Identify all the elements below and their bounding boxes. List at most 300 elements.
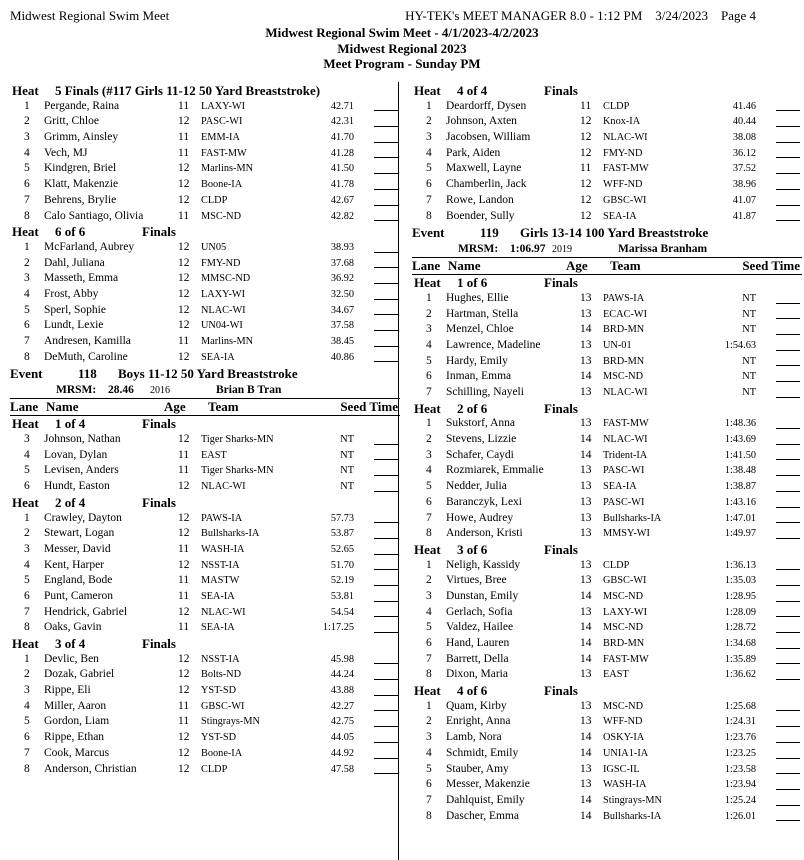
seed-time: 41.46 xyxy=(732,100,756,112)
swimmer-age: 12 xyxy=(178,668,190,681)
result-blank-line xyxy=(374,141,398,143)
entry-row xyxy=(10,209,400,225)
swimmer-name: Park, Aiden xyxy=(446,146,501,159)
swimmer-age: 11 xyxy=(178,99,190,112)
heat-label: Heat 1 of 4 xyxy=(12,416,86,432)
result-blank-line xyxy=(374,490,398,492)
heat-finals-label: Finals xyxy=(544,400,578,416)
result-blank-line xyxy=(776,109,800,111)
entry-row xyxy=(10,318,400,334)
entry-row xyxy=(412,620,802,636)
meet-name: Midwest Regional Swim Meet xyxy=(10,8,170,23)
team-code: WASH-IA xyxy=(201,543,245,555)
swimmer-age: 12 xyxy=(580,193,592,206)
team-code: LAXY-WI xyxy=(603,606,648,618)
swimmer-age: 13 xyxy=(580,480,592,493)
lane-number: 7 xyxy=(426,511,432,524)
result-blank-line xyxy=(374,757,398,759)
seed-time: NT xyxy=(742,308,756,320)
team-code: GBSC-WI xyxy=(603,194,647,206)
swimmer-age: 13 xyxy=(580,605,592,618)
team-code: FAST-MW xyxy=(201,147,247,159)
swimmer-age: 12 xyxy=(580,115,592,128)
result-blank-line xyxy=(374,694,398,696)
swimmer-age: 13 xyxy=(580,354,592,367)
swimmer-age: 13 xyxy=(580,778,592,791)
swimmer-name: Hughes, Ellie xyxy=(446,291,509,304)
swimmer-age: 11 xyxy=(178,699,190,712)
lane-number: 8 xyxy=(426,527,432,540)
result-blank-line xyxy=(776,772,800,774)
team-code: SEA-IA xyxy=(603,210,637,222)
heat-header xyxy=(10,495,400,511)
heat-header xyxy=(10,224,400,240)
result-blank-line xyxy=(776,364,800,366)
swimmer-age: 14 xyxy=(580,793,592,806)
seed-time: 32.50 xyxy=(330,288,354,300)
seed-time: 40.44 xyxy=(732,116,756,128)
result-blank-line xyxy=(776,490,800,492)
lane-number: 7 xyxy=(426,386,432,398)
seed-time: 36.92 xyxy=(330,273,354,285)
swimmer-name: Gordon, Liam xyxy=(44,715,110,728)
team-code: NLAC-WI xyxy=(201,606,246,618)
seed-time: NT xyxy=(742,387,756,398)
result-blank-line xyxy=(776,302,800,304)
swimmer-name: Lundt, Lexie xyxy=(44,319,104,332)
swimmer-age: 12 xyxy=(580,178,592,191)
result-blank-line xyxy=(776,219,800,221)
seed-time: 44.24 xyxy=(330,669,354,681)
swimmer-name: Maxwell, Layne xyxy=(446,162,522,175)
swimmer-name: McFarland, Aubrey xyxy=(44,240,135,253)
result-blank-line xyxy=(374,568,398,570)
swimmer-name: Cook, Marcus xyxy=(44,746,110,759)
swimmer-age: 14 xyxy=(580,731,592,744)
seed-time: 1:25.24 xyxy=(724,794,756,806)
heat-header xyxy=(10,416,400,432)
lane-number: 3 xyxy=(24,272,30,285)
swimmer-name: Deardorff, Dysen xyxy=(446,99,527,112)
team-code: SEA-IA xyxy=(201,351,235,363)
team-code: SEA-IA xyxy=(201,622,235,634)
entry-row xyxy=(412,385,802,401)
entry-row xyxy=(10,287,400,303)
lane-number: 3 xyxy=(426,323,432,336)
swimmer-name: Kent, Harper xyxy=(44,558,105,571)
team-code: Bolts-ND xyxy=(201,669,242,681)
lane-number: 2 xyxy=(426,307,432,320)
lane-number: 2 xyxy=(24,256,30,269)
swimmer-age: 14 xyxy=(580,433,592,446)
team-code: LAXY-WI xyxy=(201,288,246,300)
entry-row xyxy=(412,161,802,177)
swimmer-name: Boender, Sully xyxy=(446,209,515,222)
swimmer-name: DeMuth, Caroline xyxy=(44,350,128,363)
heat-label: Heat 1 of 6 xyxy=(414,275,488,291)
entry-row xyxy=(10,479,400,495)
column-headers xyxy=(412,258,802,275)
heat-finals-label: Finals xyxy=(142,224,176,240)
swimmer-name: Messer, Makenzie xyxy=(446,778,530,791)
swimmer-age: 12 xyxy=(178,433,190,446)
heat-finals-label: Finals xyxy=(142,416,176,432)
team-code: Bullsharks-IA xyxy=(603,810,662,822)
seed-time: 1:43.16 xyxy=(724,496,756,508)
heat-label: Heat 4 of 4 xyxy=(414,83,488,98)
seed-time: 57.73 xyxy=(330,512,354,524)
team-code: YST-SD xyxy=(201,732,237,744)
entry-row xyxy=(412,589,802,605)
entry-row xyxy=(412,369,802,385)
lane-number: 6 xyxy=(426,495,432,508)
result-blank-line xyxy=(374,600,398,602)
seed-time: 51.70 xyxy=(330,559,354,571)
left-column xyxy=(10,83,400,777)
program-title: Meet Program - Sunday PM xyxy=(323,56,481,72)
team-code: CLDP xyxy=(201,763,228,775)
entry-row xyxy=(10,762,400,778)
lane-number: 6 xyxy=(24,178,30,191)
swimmer-name: Punt, Cameron xyxy=(44,589,113,602)
swimmer-age: 14 xyxy=(580,652,592,665)
result-blank-line xyxy=(776,584,800,586)
swimmer-age: 12 xyxy=(178,319,190,332)
seed-time: 41.28 xyxy=(330,147,354,159)
team-code: NLAC-WI xyxy=(603,387,648,398)
heat-header xyxy=(412,542,802,558)
swimmer-age: 11 xyxy=(178,715,190,728)
heat-finals-label: Finals xyxy=(544,541,578,557)
entry-row xyxy=(10,240,400,256)
lane-number: 1 xyxy=(24,652,30,665)
meet-subtitle: Midwest Regional 2023 xyxy=(337,40,467,56)
lane-number: 1 xyxy=(426,99,432,112)
team-code: FAST-MW xyxy=(603,418,649,430)
team-code: MMSY-WI xyxy=(603,528,650,540)
lane-number: 1 xyxy=(24,240,30,253)
swimmer-name: Vech, MJ xyxy=(44,146,88,159)
swimmer-age: 11 xyxy=(178,146,190,159)
team-code: Stingrays-MN xyxy=(201,716,260,728)
lane-number: 5 xyxy=(426,354,432,367)
record-holder: Brian B Tran xyxy=(216,384,282,397)
result-blank-line xyxy=(776,380,800,382)
swimmer-name: Dunstan, Emily xyxy=(446,589,519,602)
result-blank-line xyxy=(776,678,800,680)
lane-number: 8 xyxy=(24,621,30,634)
heat-label: Heat 3 of 6 xyxy=(414,541,488,557)
lane-number: 8 xyxy=(426,668,432,681)
result-blank-line xyxy=(374,521,398,523)
swimmer-name: Valdez, Hailee xyxy=(446,621,514,634)
lane-number: 4 xyxy=(426,464,432,477)
lane-number: 2 xyxy=(24,115,30,128)
seed-time: 37.52 xyxy=(732,163,756,175)
lane-number: 1 xyxy=(426,417,432,430)
swimmer-name: Rowe, Landon xyxy=(446,193,514,206)
team-code: MSC-ND xyxy=(603,622,644,634)
swimmer-name: Hendrick, Gabriel xyxy=(44,605,128,618)
swimmer-age: 12 xyxy=(178,193,190,206)
lane-number: 4 xyxy=(24,146,30,159)
result-blank-line xyxy=(776,317,800,319)
result-blank-line xyxy=(374,109,398,111)
seed-time: 1:26.01 xyxy=(724,810,756,822)
swimmer-age: 11 xyxy=(178,335,190,347)
seed-time: 1:28.09 xyxy=(724,606,756,618)
swimmer-age: 11 xyxy=(580,162,592,175)
result-blank-line xyxy=(374,313,398,315)
entry-row xyxy=(412,762,802,778)
heat-label: Heat 4 of 6 xyxy=(414,683,488,699)
swimmer-name: Neligh, Kassidy xyxy=(446,558,521,571)
swimmer-age: 14 xyxy=(580,809,592,822)
heat-header xyxy=(412,401,802,417)
heat-label: Heat 2 of 6 xyxy=(414,400,488,416)
team-code: WASH-IA xyxy=(603,779,647,791)
result-blank-line xyxy=(776,537,800,539)
result-blank-line xyxy=(776,333,800,335)
result-blank-line xyxy=(374,172,398,174)
record-time: 28.46 xyxy=(108,384,134,397)
seed-time: 53.81 xyxy=(330,590,354,602)
team-code: SEA-IA xyxy=(603,481,637,493)
entry-row xyxy=(412,193,802,209)
seed-time: 42.67 xyxy=(330,194,354,206)
swimmer-age: 13 xyxy=(580,291,592,304)
swimmer-age: 12 xyxy=(178,162,190,175)
swimmer-age: 13 xyxy=(580,417,592,430)
swimmer-name: England, Bode xyxy=(44,574,113,587)
swimmer-name: Anderson, Christian xyxy=(44,762,137,775)
swimmer-age: 13 xyxy=(580,668,592,681)
swimmer-name: Virtues, Bree xyxy=(446,574,507,587)
lane-number: 3 xyxy=(426,589,432,602)
seed-time: 1:17.25 xyxy=(322,622,354,634)
heat-label: Heat 6 of 6 xyxy=(12,224,86,240)
lane-number: 1 xyxy=(426,699,432,712)
team-code: BRD-MN xyxy=(603,324,645,336)
column-divider xyxy=(398,82,399,860)
event-title: Boys 11-12 50 Yard Breaststroke xyxy=(118,366,298,382)
swimmer-name: Barrett, Della xyxy=(446,652,509,665)
entry-row xyxy=(10,177,400,193)
swimmer-age: 12 xyxy=(178,178,190,191)
entry-row xyxy=(412,652,802,668)
entry-row xyxy=(412,667,802,683)
lane-number: 7 xyxy=(24,746,30,759)
team-code: GBSC-WI xyxy=(201,700,245,712)
lane-number: 7 xyxy=(426,193,432,206)
seed-time: 1:23.25 xyxy=(724,747,756,759)
swimmer-name: Nedder, Julia xyxy=(446,480,507,493)
swimmer-age: 11 xyxy=(178,209,190,222)
seed-time: 38.93 xyxy=(330,241,354,253)
result-blank-line xyxy=(374,458,398,460)
result-blank-line xyxy=(374,725,398,727)
swimmer-age: 12 xyxy=(178,684,190,697)
seed-time: 1:38.87 xyxy=(724,481,756,493)
swimmer-name: Baranczyk, Lexi xyxy=(446,495,522,508)
lane-number: 6 xyxy=(24,319,30,332)
swimmer-age: 12 xyxy=(178,652,190,665)
lane-number: 2 xyxy=(426,115,432,128)
name-header: Name xyxy=(448,258,481,274)
team-code: PAWS-IA xyxy=(201,512,243,524)
entry-row xyxy=(412,307,802,323)
swimmer-age: 13 xyxy=(580,307,592,320)
lane-number: 7 xyxy=(24,335,30,347)
swimmer-age: 14 xyxy=(580,621,592,634)
seed-time: 1:41.50 xyxy=(724,449,756,461)
lane-number: 5 xyxy=(24,162,30,175)
team-code: BRD-MN xyxy=(603,355,645,367)
swimmer-name: Dahlquist, Emily xyxy=(446,793,525,806)
lane-number: 6 xyxy=(426,778,432,791)
swimmer-name: Dozak, Gabriel xyxy=(44,668,115,681)
team-code: PASC-WI xyxy=(603,465,645,477)
swimmer-age: 12 xyxy=(178,605,190,618)
result-blank-line xyxy=(374,474,398,476)
result-blank-line xyxy=(776,788,800,790)
swimmer-age: 14 xyxy=(580,323,592,336)
heat-finals-label: Finals xyxy=(544,275,578,291)
team-code: MSC-ND xyxy=(603,590,644,602)
swimmer-name: Masseth, Emma xyxy=(44,272,119,285)
result-blank-line xyxy=(776,615,800,617)
swimmer-name: Gritt, Chloe xyxy=(44,115,99,128)
lane-number: 6 xyxy=(426,178,432,191)
result-blank-line xyxy=(776,521,800,523)
swimmer-age: 14 xyxy=(580,589,592,602)
meet-title: Midwest Regional Swim Meet - 4/1/2023-4/2/2023 xyxy=(265,25,539,40)
lane-number: 6 xyxy=(426,637,432,649)
heat-finals-label: Finals xyxy=(142,494,176,510)
result-blank-line xyxy=(776,725,800,727)
lane-number: 6 xyxy=(24,731,30,744)
swimmer-age: 12 xyxy=(178,240,190,253)
entry-row xyxy=(412,777,802,793)
swimmer-name: Stewart, Logan xyxy=(44,527,115,540)
seed-time: NT xyxy=(742,371,756,383)
seed-time: 42.82 xyxy=(330,210,354,222)
swimmer-name: Messer, David xyxy=(44,542,111,555)
swimmer-name: Pergande, Raina xyxy=(44,99,120,112)
lane-number: 1 xyxy=(24,99,30,112)
seed-time: 34.67 xyxy=(330,304,354,316)
seed-time: 1:38.48 xyxy=(724,465,756,477)
result-blank-line xyxy=(374,282,398,284)
team-code: CLDP xyxy=(603,100,630,112)
entry-row xyxy=(412,809,802,825)
result-blank-line xyxy=(776,349,800,351)
team-code: UN04-WI xyxy=(201,320,243,332)
result-blank-line xyxy=(374,219,398,221)
swimmer-age: 13 xyxy=(580,495,592,508)
swimmer-name: Rippe, Ethan xyxy=(44,731,105,744)
heat-finals-label: Finals xyxy=(544,683,578,699)
team-code: SEA-IA xyxy=(201,590,235,602)
meet-record xyxy=(412,242,802,258)
swimmer-name: Chamberlin, Jack xyxy=(446,178,527,191)
swimmer-age: 14 xyxy=(580,370,592,383)
team-header: Team xyxy=(610,258,641,274)
seed-time: 1:24.31 xyxy=(724,716,756,728)
swimmer-age: 11 xyxy=(178,448,190,461)
lane-number: 6 xyxy=(24,480,30,493)
swimmer-age: 13 xyxy=(580,386,592,398)
seed-header: Seed Time xyxy=(742,258,800,274)
team-code: Boone-IA xyxy=(201,179,243,191)
swimmer-age: 12 xyxy=(178,272,190,285)
result-blank-line xyxy=(776,204,800,206)
swimmer-age: 13 xyxy=(580,511,592,524)
lane-number: 4 xyxy=(24,699,30,712)
result-blank-line xyxy=(776,568,800,570)
swimmer-age: 13 xyxy=(580,527,592,540)
swimmer-name: Stauber, Amy xyxy=(446,762,509,775)
team-code: CLDP xyxy=(603,559,630,571)
entry-row xyxy=(10,699,400,715)
result-blank-line xyxy=(776,506,800,508)
swimmer-name: Schilling, Nayeli xyxy=(446,386,524,398)
seed-time: 44.92 xyxy=(330,747,354,759)
entry-row xyxy=(10,350,400,366)
result-blank-line xyxy=(776,757,800,759)
entry-row xyxy=(10,271,400,287)
lane-number: 7 xyxy=(426,652,432,665)
heat-header xyxy=(10,636,400,652)
team-code: FAST-MW xyxy=(603,653,649,665)
team-code: Bullsharks-IA xyxy=(603,512,662,524)
result-blank-line xyxy=(776,427,800,429)
swimmer-age: 11 xyxy=(178,574,190,587)
seed-time: 37.68 xyxy=(330,257,354,269)
entry-row xyxy=(10,193,400,209)
seed-header: Seed Time xyxy=(340,399,398,415)
entry-row xyxy=(412,99,802,115)
entry-row xyxy=(10,573,400,589)
swimmer-age: 14 xyxy=(580,448,592,461)
lane-number: 8 xyxy=(426,809,432,822)
lane-number: 8 xyxy=(426,209,432,222)
seed-time: 1:54.63 xyxy=(724,339,756,351)
record-year: 2019 xyxy=(552,244,572,256)
swimmer-age: 12 xyxy=(178,256,190,269)
lane-number: 5 xyxy=(426,762,432,775)
result-blank-line xyxy=(776,188,800,190)
swimmer-age: 12 xyxy=(178,527,190,540)
entry-row xyxy=(412,479,802,495)
seed-time: NT xyxy=(742,355,756,367)
lane-number: 8 xyxy=(24,350,30,363)
seed-time: NT xyxy=(340,434,354,446)
swimmer-name: Stevens, Lizzie xyxy=(446,433,517,446)
swimmer-name: Anderson, Kristi xyxy=(446,527,523,540)
team-code: Trident-IA xyxy=(603,449,648,461)
entry-row xyxy=(10,667,400,683)
team-code: NSST-IA xyxy=(201,653,240,665)
result-blank-line xyxy=(374,709,398,711)
page-titles xyxy=(0,25,804,72)
lane-number: 5 xyxy=(426,162,432,175)
entry-row xyxy=(10,114,400,130)
result-blank-line xyxy=(374,345,398,347)
swimmer-name: Dixon, Maria xyxy=(446,668,508,681)
entry-row xyxy=(412,495,802,511)
lane-number: 3 xyxy=(24,684,30,697)
